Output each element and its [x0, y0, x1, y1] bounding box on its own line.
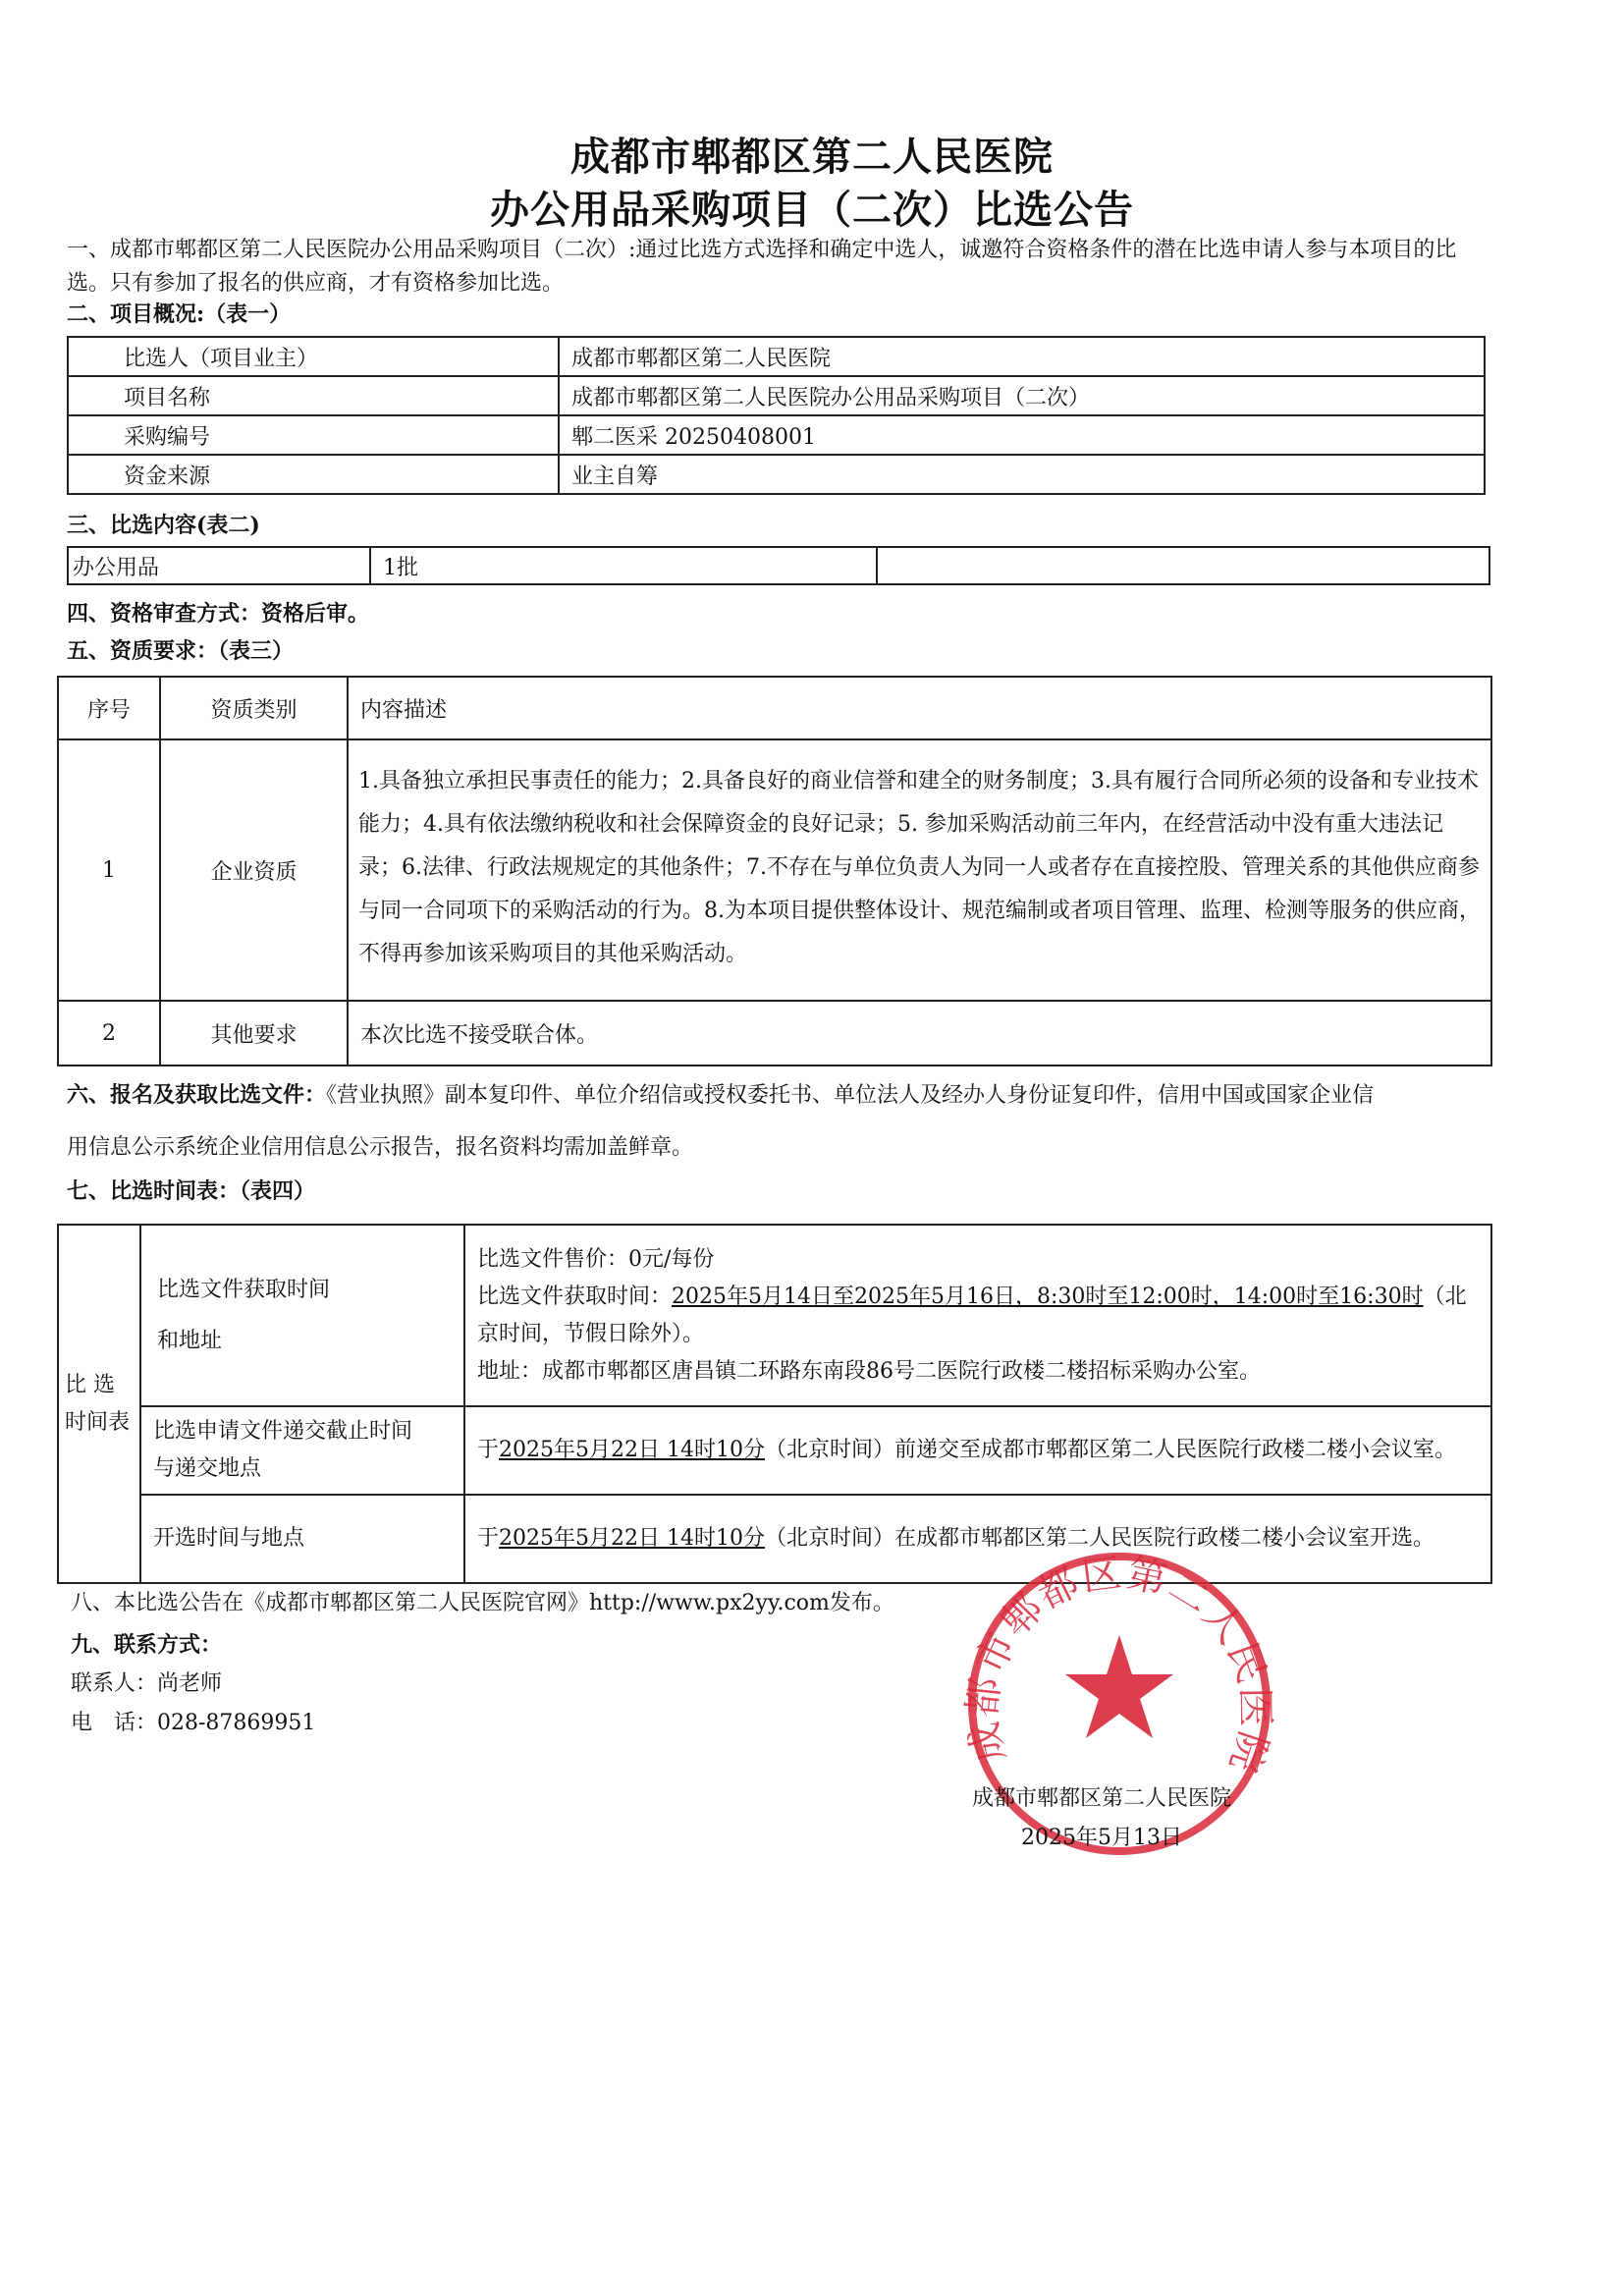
table-row — [68, 376, 1485, 415]
official-seal — [957, 1542, 1281, 1866]
deadline-value: 2025年5月22日 14时10分 — [499, 1438, 765, 1462]
label-line: 比选申请文件递交截止时间 — [153, 1419, 413, 1444]
label-line: 比选文件获取时间 — [157, 1277, 331, 1302]
table-cell — [140, 1225, 464, 1406]
table-row — [58, 1406, 1491, 1495]
table-cell: 1 — [58, 739, 160, 1001]
table-row — [58, 1225, 1491, 1406]
table-cell — [140, 1406, 464, 1495]
table-cell: 项目名称 — [68, 376, 559, 415]
column-header: 资质类别 — [160, 677, 348, 739]
table-cell: 1.具备独立承担民事责任的能力；2.具备良好的商业信誉和建全的财务制度；3.具有履行合同所必须的设备和专业技术能力；4.具有依法缴纳税收和社会保障资金的良好记录；5. 参加采购活动前三年内，在经营活动中没有重大违法记录；6.法律、行政法规规定的其他条件；7.不存在与单位负责人为同一人或者存在直接控股、管理关系的其他供应商参与同一合同项下的采购活动的行为。8.为本项目提供整体设计、规范编制或者项目管理、监理、检测等服务的供应商，不得再参加该采购项目的其他采购活动。 — [348, 739, 1491, 1001]
table-cell: 企业资质 — [160, 739, 348, 1001]
section-4-heading: 四、资格审查方式：资格后审。 — [67, 601, 370, 627]
text: 于 — [477, 1526, 500, 1551]
table-cell: 比选人（项目业主） — [68, 337, 559, 376]
text: （北京时间）在成都市郫都区第二人民医院行政楼二楼小会议室开选。 — [764, 1526, 1435, 1551]
table-row — [68, 415, 1485, 455]
section-9-heading: 九、联系方式： — [71, 1632, 223, 1658]
table-cell: 成都市郫都区第二人民医院办公用品采购项目（二次） — [559, 376, 1485, 415]
section-7-heading: 七、比选时间表：（表四） — [67, 1178, 316, 1204]
section-6-heading: 六、报名及获取比选文件： — [67, 1082, 327, 1108]
table-cell: 办公用品 — [68, 547, 370, 584]
table-cell — [464, 1406, 1491, 1495]
signature-organization: 成都市郫都区第二人民医院 — [972, 1786, 1232, 1811]
table-cell: 资金来源 — [68, 455, 559, 494]
schedule-group-label: 比 选 时间表 — [58, 1225, 140, 1583]
intro-paragraph: 一、成都市郫都区第二人民医院办公用品采购项目（二次）:通过比选方式选择和确定中选人，诚邀符合资格条件的潜在比选申请人参与本项目的比选。只有参加了报名的供应商，才有资格参加比选。 — [67, 238, 1457, 296]
price-line: 比选文件售价：0元/每份 — [477, 1246, 715, 1272]
table-row — [68, 455, 1485, 494]
table-cell — [877, 547, 1489, 584]
text: 于 — [477, 1438, 500, 1462]
table-row — [58, 1001, 1491, 1066]
seal-text: 成都市郫都区第二人民医院 — [959, 1550, 1278, 1779]
table-cell: 成都市郫都区第二人民医院 — [559, 337, 1485, 376]
table-cell: 业主自筹 — [559, 455, 1485, 494]
contact-person: 联系人：尚老师 — [71, 1671, 223, 1696]
table-row — [68, 547, 1489, 584]
time-prefix: 比选文件获取时间： — [477, 1284, 673, 1309]
column-header: 内容描述 — [348, 677, 1491, 739]
table-cell: 本次比选不接受联合体。 — [348, 1001, 1491, 1066]
table-cell: 开选时间与地点 — [140, 1495, 464, 1583]
table-cell: 采购编号 — [68, 415, 559, 455]
table-cell: 1批 — [370, 547, 877, 584]
section-6-paragraph-cont: 用信息公示系统企业信用信息公示报告，报名资料均需加盖鲜章。 — [67, 1135, 694, 1160]
qualification-table — [57, 676, 1492, 1066]
time-value: 2025年5月14日至2025年5月16日，8:30时至12:00时，14:00时至16:30时 — [672, 1284, 1424, 1309]
text: （北京时间）前递交至成都市郫都区第二人民医院行政楼二楼小会议室。 — [764, 1438, 1456, 1462]
table-cell: 2 — [58, 1001, 160, 1066]
schedule-table — [57, 1224, 1492, 1584]
label-line: 和地址 — [157, 1328, 223, 1353]
column-header: 序号 — [58, 677, 160, 739]
seal-star-icon — [1065, 1635, 1173, 1738]
section-2-heading: 二、项目概况:（表一） — [67, 301, 292, 327]
table-row — [58, 739, 1491, 1001]
section-8-text: 八、本比选公告在《成都市郫都区第二人民医院官网》http://www.px2yy.com发布。 — [71, 1591, 894, 1615]
table-cell: 郫二医采 20250408001 — [559, 415, 1485, 455]
table-row — [68, 337, 1485, 376]
document-title-line1: 成都市郫都区第二人民医院 — [570, 135, 1054, 180]
table-cell — [464, 1225, 1491, 1406]
document-title-line2: 办公用品采购项目（二次）比选公告 — [490, 188, 1134, 233]
section-6-paragraph — [67, 1078, 1490, 1113]
section-3-heading: 三、比选内容(表二) — [67, 513, 260, 538]
section-5-heading: 五、资质要求：（表三） — [67, 638, 295, 664]
address-line: 地址：成都市郫都区唐昌镇二环路东南段86号二医院行政楼二楼招标采购办公室。 — [477, 1358, 1261, 1384]
time-line — [477, 1279, 1479, 1353]
contact-phone: 电 话：028-87869951 — [71, 1711, 316, 1735]
content-table — [67, 546, 1490, 585]
label-line: 与递交地点 — [153, 1456, 262, 1481]
section-6-text: 《营业执照》副本复印件、单位介绍信或授权委托书、单位法人及经办人身份证复印件，信用中国或国家企业信 — [326, 1083, 1375, 1108]
project-overview-table — [67, 336, 1486, 495]
opening-time-value: 2025年5月22日 14时10分 — [499, 1526, 765, 1551]
table-cell: 其他要求 — [160, 1001, 348, 1066]
table-header-row — [58, 677, 1491, 739]
time-suffix: （北京时间，节假日除外）。 — [477, 1284, 1467, 1346]
signature-date: 2025年5月13日 — [1021, 1826, 1182, 1850]
